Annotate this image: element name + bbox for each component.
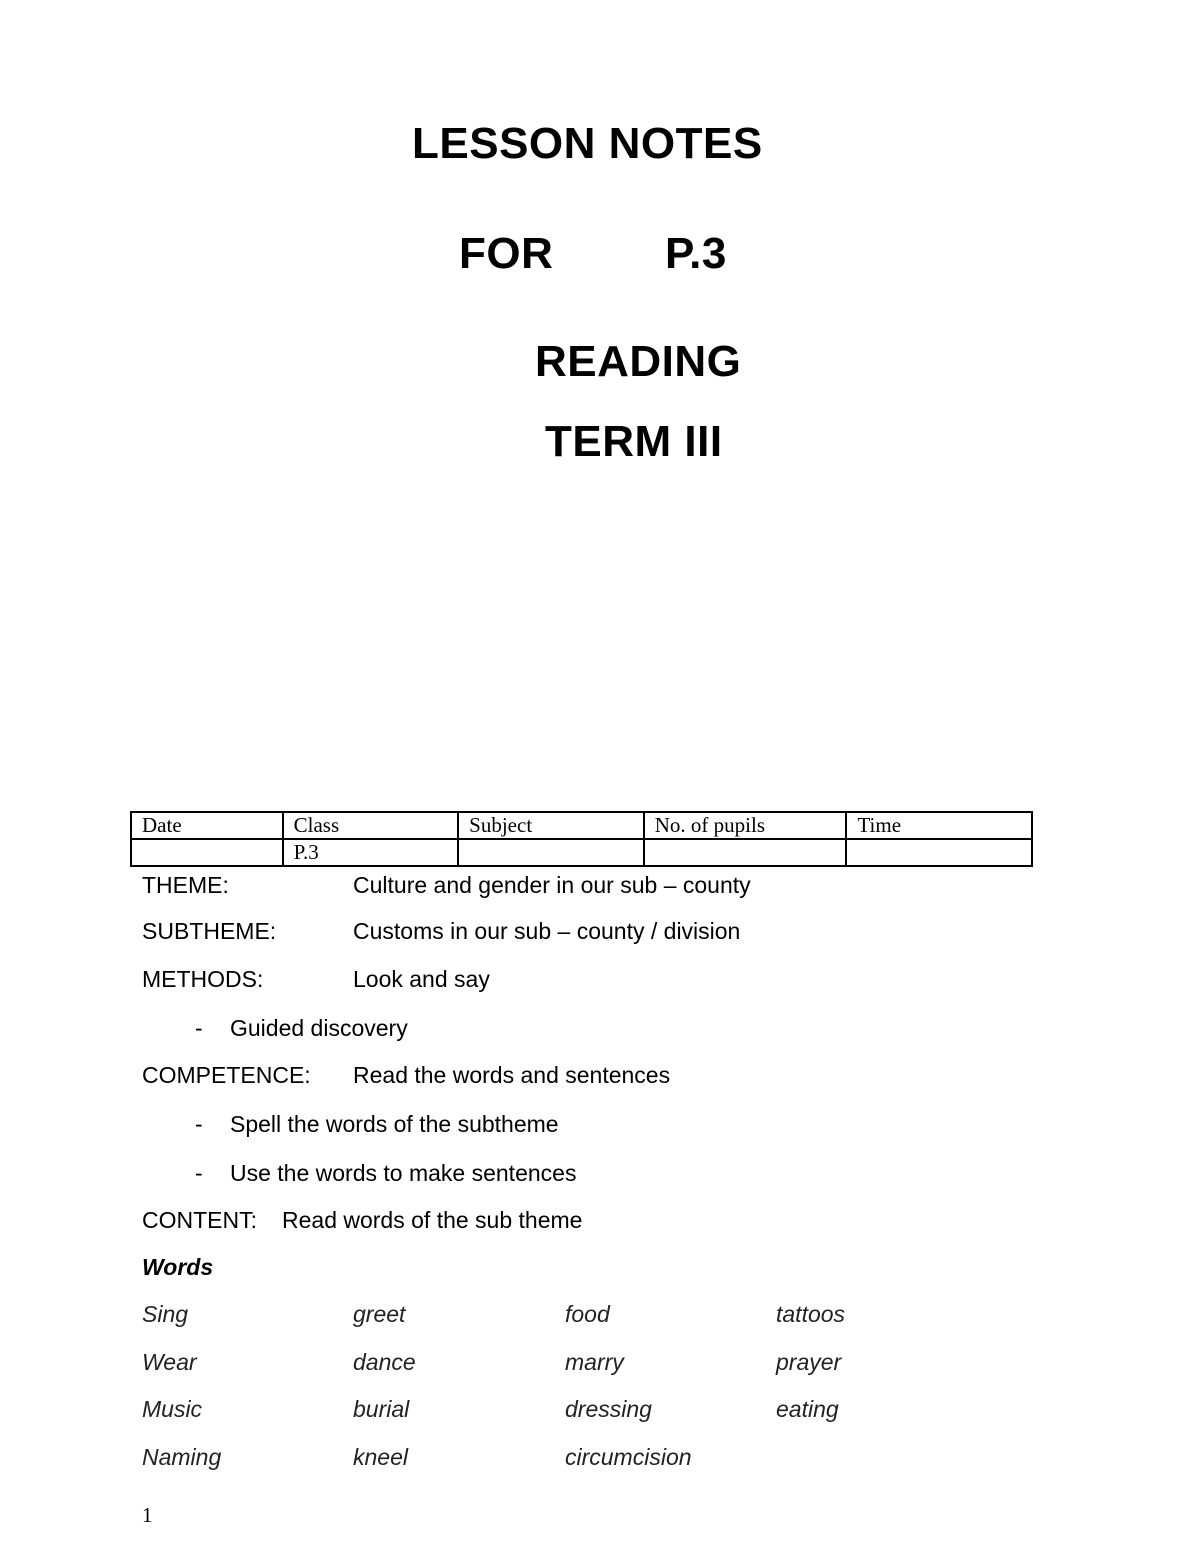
list-item: marry [565, 1349, 624, 1375]
dash-marker: - [195, 1015, 203, 1041]
competence-label: COMPETENCE: [142, 1062, 311, 1088]
list-item: Music [142, 1396, 203, 1422]
list-item: greet [353, 1301, 406, 1327]
lesson-info-table [130, 811, 1033, 867]
competence-bullet-text: Spell the words of the subtheme [230, 1111, 559, 1137]
theme-value: Culture and gender in our sub – county [353, 872, 751, 898]
list-item: burial [353, 1396, 410, 1422]
list-item: dressing [565, 1396, 652, 1422]
list-item: dance [353, 1349, 416, 1375]
table-header-subject: Subject [458, 812, 644, 839]
list-item: eating [776, 1396, 839, 1422]
dash-marker: - [195, 1160, 203, 1186]
list-item: Wear [142, 1349, 197, 1375]
table-cell-subject [458, 839, 644, 866]
list-item: tattoos [776, 1301, 846, 1327]
competence-bullet-text: Use the words to make sentences [230, 1160, 577, 1186]
list-item: Sing [142, 1301, 189, 1327]
dash-marker: - [195, 1111, 203, 1137]
table-cell-pupils [644, 839, 847, 866]
list-item: Naming [142, 1444, 222, 1470]
table-cell-time [846, 839, 1032, 866]
methods-bullet-text: Guided discovery [230, 1015, 408, 1041]
list-item: circumcision [565, 1444, 692, 1470]
title-subject: READING [535, 337, 742, 386]
list-item: kneel [353, 1444, 408, 1470]
table-header-row [131, 812, 1032, 839]
content-value: Read words of the sub theme [282, 1207, 583, 1233]
table-cell-class: P.3 [283, 839, 459, 866]
table-cell-date [131, 839, 283, 866]
competence-value: Read the words and sentences [353, 1062, 671, 1088]
table-header-class: Class [283, 812, 459, 839]
methods-value: Look and say [353, 966, 490, 992]
list-item: food [565, 1301, 610, 1327]
words-heading: Words [142, 1254, 214, 1280]
title-for: FOR [459, 229, 554, 278]
list-item: prayer [776, 1349, 842, 1375]
table-row [131, 839, 1032, 866]
theme-label: THEME: [142, 872, 229, 898]
table-header-time: Time [846, 812, 1032, 839]
subtheme-value: Customs in our sub – county / division [353, 918, 741, 944]
title-lesson-notes: LESSON NOTES [412, 119, 763, 168]
content-label: CONTENT: [142, 1207, 257, 1233]
methods-label: METHODS: [142, 966, 264, 992]
title-term: TERM III [545, 417, 723, 466]
subtheme-label: SUBTHEME: [142, 918, 277, 944]
title-class: P.3 [665, 229, 727, 278]
page-number: 1 [142, 1503, 153, 1527]
table-header-date: Date [131, 812, 283, 839]
table-header-pupils: No. of pupils [644, 812, 847, 839]
